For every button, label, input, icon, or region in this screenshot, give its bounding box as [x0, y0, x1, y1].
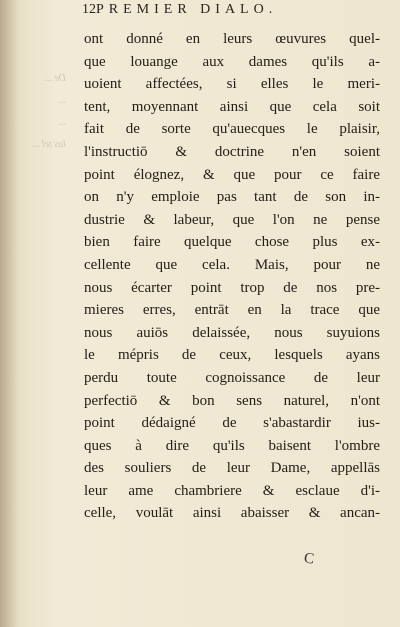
- margin-note-line: ...: [58, 117, 66, 128]
- text-line: celle, voulāt ainsi abaisser & ancan-: [84, 505, 380, 522]
- text-line: point dédaigné de s'abastardir ius-: [84, 415, 380, 432]
- text-line: le mépris de ceux, lesquels ayans: [84, 347, 380, 364]
- text-line: point élognez, & que pour ce faire: [84, 166, 380, 183]
- text-line: fait de sorte qu'auecques le plaisir,: [84, 121, 380, 138]
- text-line: que louange aux dames qu'ils a-: [84, 53, 380, 70]
- text-line: cellente que cela. Mais, pour ne: [84, 256, 380, 273]
- text-line: leur ame chambriere & esclaue d'i-: [84, 482, 380, 499]
- text-line: nous auiōs delaissée, nous suyuions: [84, 324, 380, 341]
- margin-note-line: ...: [58, 95, 66, 106]
- text-line: nous écarter point trop de nos pre-: [84, 279, 380, 296]
- catchword: C: [303, 550, 315, 568]
- text-line: uoient affectées, si elles le meri-: [84, 76, 380, 93]
- text-line: des souliers de leur Dame, appellās: [84, 460, 380, 477]
- text-line: perdu toute cognoissance de leur: [84, 369, 380, 386]
- text-line: mieres erres, entrāt en la trace que: [84, 302, 380, 319]
- margin-note-line: lus tel ...: [31, 139, 66, 150]
- text-line: tent, moyennant ainsi que cela soit: [84, 98, 380, 115]
- bleed-through-margin-note: [6, 68, 66, 156]
- text-line: dustrie & labeur, que l'on ne pense: [84, 211, 380, 228]
- text-line: on n'y emploie pas tant de son in-: [84, 189, 380, 206]
- text-line: l'instructiō & doctrine n'en soient: [84, 143, 380, 160]
- body-text: [84, 28, 380, 525]
- text-line: perfectiō & bon sens naturel, n'ont: [84, 392, 380, 409]
- text-line: bien faire quelque chose plus ex-: [84, 234, 380, 251]
- text-line: ont donné en leurs œuvures quel-: [84, 31, 380, 47]
- folio-number: 12: [82, 2, 96, 17]
- text-line: ques à dire qu'ils baisent l'ombre: [84, 437, 380, 454]
- running-title: PREMIER DIALO.: [96, 2, 278, 17]
- margin-note-line: De ...: [44, 73, 66, 84]
